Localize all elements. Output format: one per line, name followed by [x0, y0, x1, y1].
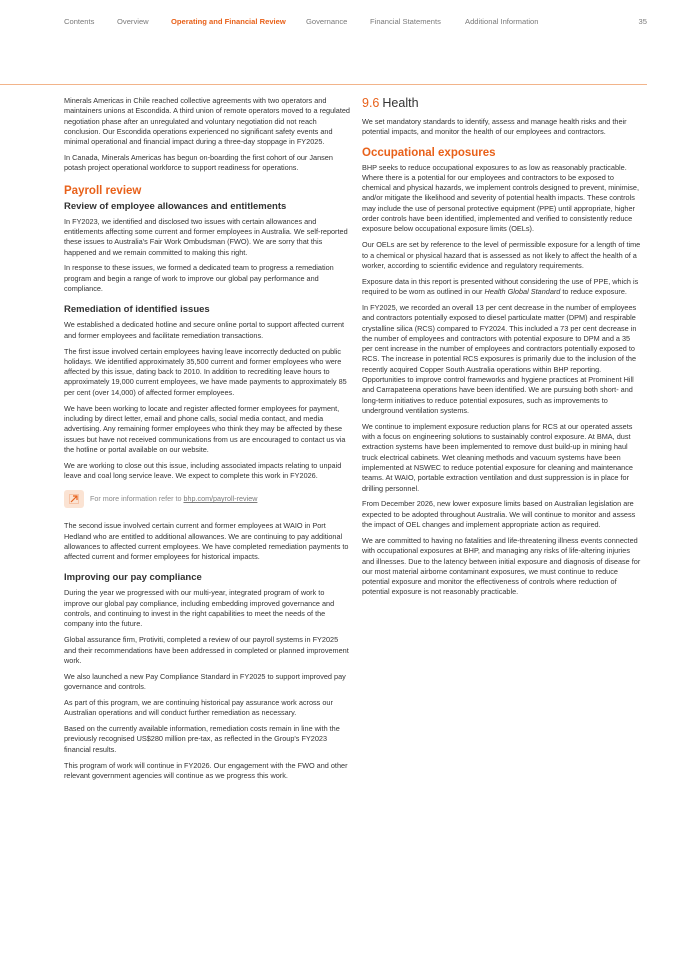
nav-operating-financial-review[interactable]: Operating and Financial Review [171, 17, 286, 26]
external-link-icon [64, 490, 84, 508]
nav-contents[interactable]: Contents [64, 17, 95, 26]
paragraph: As part of this program, we are continuing historical pay assurance work across our Australian operations and will conduct further remediation as necessary. [64, 697, 333, 718]
remediation-heading: Remediation of identified issues [64, 304, 210, 316]
nav-governance[interactable]: Governance [306, 17, 348, 26]
payroll-review-heading: Payroll review [64, 184, 142, 197]
paragraph: In response to these issues, we formed a dedicated team to progress a remediation program and begin a range of work to improve our global pay performance and compliance. [64, 263, 334, 294]
nav-financial-statements[interactable]: Financial Statements [370, 17, 441, 26]
paragraph: We also launched a new Pay Compliance Standard in FY2025 to support improved pay governance and controls. [64, 671, 346, 692]
section-number: 9.6 [362, 96, 380, 110]
nav-additional-information[interactable]: Additional Information [465, 17, 539, 26]
paragraph: Based on the currently available information, remediation costs remain in line with the previously recognised US$280 million pre-tax, as reflected in the Group's FY2023 financial results. [64, 724, 340, 754]
paragraph: BHP seeks to reduce occupational exposures to as low as reasonably practicable. Where there is a potential for our employees and contractors to be exposed to chemical and physical hazards, we implement controls designed to prevent, minimise, and/or mitigate the likelihood and severity of potential health impacts. These controls may include the use of personal protective equipment (PPE) until appropriate, higher order controls have been identified, implemented and verified to consistently reduce exposure below occupational exposure limits (OELs). [362, 162, 640, 234]
paragraph: We are working to close out this issue, including associated impacts relating to unpaid leave and coal long service leave. We expect to complete this work in FY2026. [64, 460, 342, 480]
paragraph: In FY2023, we identified and disclosed two issues with certain allowances and entitlements affecting some current and former employees in Australia. We self-reported these issues to Australia's Fair Work Ombudsman (FWO). We are sorry that this happened and we remain committed to making this right. [64, 216, 348, 257]
callout-text: For more information refer to [90, 494, 182, 504]
paragraph: We established a dedicated hotline and secure online portal to support affected current and former employees and facilitate remediation transactions. [64, 320, 345, 340]
section-title [362, 96, 642, 110]
improving-heading: Improving our pay compliance [64, 572, 202, 584]
paragraph: During the year we progressed with our multi-year, integrated program of work to improve our global pay compliance, including embedding improved governance and controls, and continuing to invest in the right capabilities to meet the needs of the company into the future. [64, 588, 335, 629]
top-navigation [64, 17, 647, 29]
text-run: to reduce exposure. [560, 287, 627, 297]
text-run: Exposure data in this report is presented without considering the use of PPE, which is required to be worn as outlined in our [362, 276, 639, 297]
paragraph: In Canada, Minerals Americas has begun on-boarding the first cohort of our Jansen potash project operational workforce to support readiness for operations. [64, 153, 333, 173]
paragraph: This program of work will continue in FY2026. Our engagement with the FWO and other relevant government agencies will continue as we progress this work. [64, 760, 348, 780]
paragraph: Global assurance firm, Protiviti, completed a review of our payroll systems in FY2025 and their recommendations have been addressed in completed or planned improvement work. [64, 635, 349, 665]
left-column [64, 96, 350, 787]
right-column [362, 96, 642, 603]
paragraph [362, 277, 642, 298]
paragraph: Minerals Americas in Chile reached collective agreements with two operators and maintainers unions at Escondida. A third union of remote operators moved to a regulated negotiation phase after an unregulated and voluntary negotiation did not reach conclusion. Our Escondida operations experienced no significant safety events and minimal operational and financial impact during a three-day stoppage in FY2025. [64, 96, 350, 147]
nav-overview[interactable]: Overview [117, 17, 149, 26]
section-name: Health [382, 96, 419, 110]
occupational-exposures-heading: Occupational exposures [362, 146, 496, 159]
standard-name: Health Global Standard [484, 287, 561, 297]
paragraph: The second issue involved certain current and former employees at WAIO in Port Hedland who are entitled to additional allowances. We are continuing to pay additional allowances to affected current employees. We have completed remediation payments to affected current and former employees for historical impacts. [64, 521, 349, 562]
paragraph: We set mandatory standards to identify, assess and manage health risks and their potential impacts, and monitor the health of our employees and contractors. [362, 117, 627, 137]
paragraph: In FY2025, we recorded an overall 13 per cent decrease in the number of employees and contractors potentially exposed to diesel particulate matter (DPM) and respirable crystalline silica (RCS) compared to FY2024. This included a 73 per cent decrease in the number of employees and contractors with potential exposure to DPM and a 35 per cent increase in the number of employees and contractors potentially exposed to RCS. The increase in potential RCS exposures is primarily due to the inclusion of the recently acquired Copper South Australia operations within BHP reporting. Opportunities to improve control frameworks and hygiene practices at Prominent Hill and Carrapateena operations have been identified. We are pursuing both short- and long-term initiatives to reduce potential exposures, such as improvements to underground ventilation systems. [362, 302, 637, 415]
paragraph: We are committed to having no fatalities and life-threatening illness events connected with occupational exposures at BHP, and managing any risks of life-altering injuries and illnesses. Due to the latency between initial exposure and diagnosis of disease for our most material airborne contaminant exposures, we must continue to reduce potential exposure and monitor the effectiveness of controls where reduction of potential exposure is not reasonably practicable. [362, 535, 641, 597]
paragraph: The first issue involved certain employees having leave incorrectly deducted on public holidays. We identified approximately 35,500 current and former employees who were affected by this issue, dating back to 2010. In addition to recrediting leave hours to approximately 19,000 current employees, we have made payments to approximately 85 per cent (over 14,000) of affected former employees. [64, 346, 347, 397]
paragraph: We have been working to locate and register affected former employees for payment, including by direct letter, email and phone calls, social media contact, and media advertising. Any remaining former employees who think they may be affected by these issues but have not received communications from us are encouraged to contact us via the hotline or portal available on our website. [64, 403, 346, 454]
paragraph: Our OELs are set by reference to the level of permissible exposure for a length of time to a chemical or physical hazard that is assessed as not likely to affect the health of a worker, according to scientific evidence and regulatory requirements. [362, 240, 641, 270]
review-heading: Review of employee allowances and entitlements [64, 200, 287, 212]
more-info-callout [64, 490, 350, 508]
paragraph: From December 2026, new lower exposure limits based on Australian legislation are expected to be adopted throughout Australia. We will continue to monitor and assess the impact of OEL changes and implement appropriate action as required. [362, 499, 636, 530]
paragraph: We continue to implement exposure reduction plans for RCS at our operated assets with a focus on engineering solutions to sustainably control exposure. At BMA, dust extraction systems have been implemented to remove dust build-up in mining haul truck electrical cabinets. Wet cleaning methods and vacuum systems have been implemented at NSWEC to reduce potential exposure for cleaning and maintenance teams. At WAIO, portable extraction ventilation and dust suppression is in place for drilling personnel. [362, 421, 633, 493]
page-number: 35 [638, 17, 647, 26]
payroll-review-link[interactable]: bhp.com/payroll-review [183, 494, 258, 504]
header-divider [0, 84, 647, 85]
